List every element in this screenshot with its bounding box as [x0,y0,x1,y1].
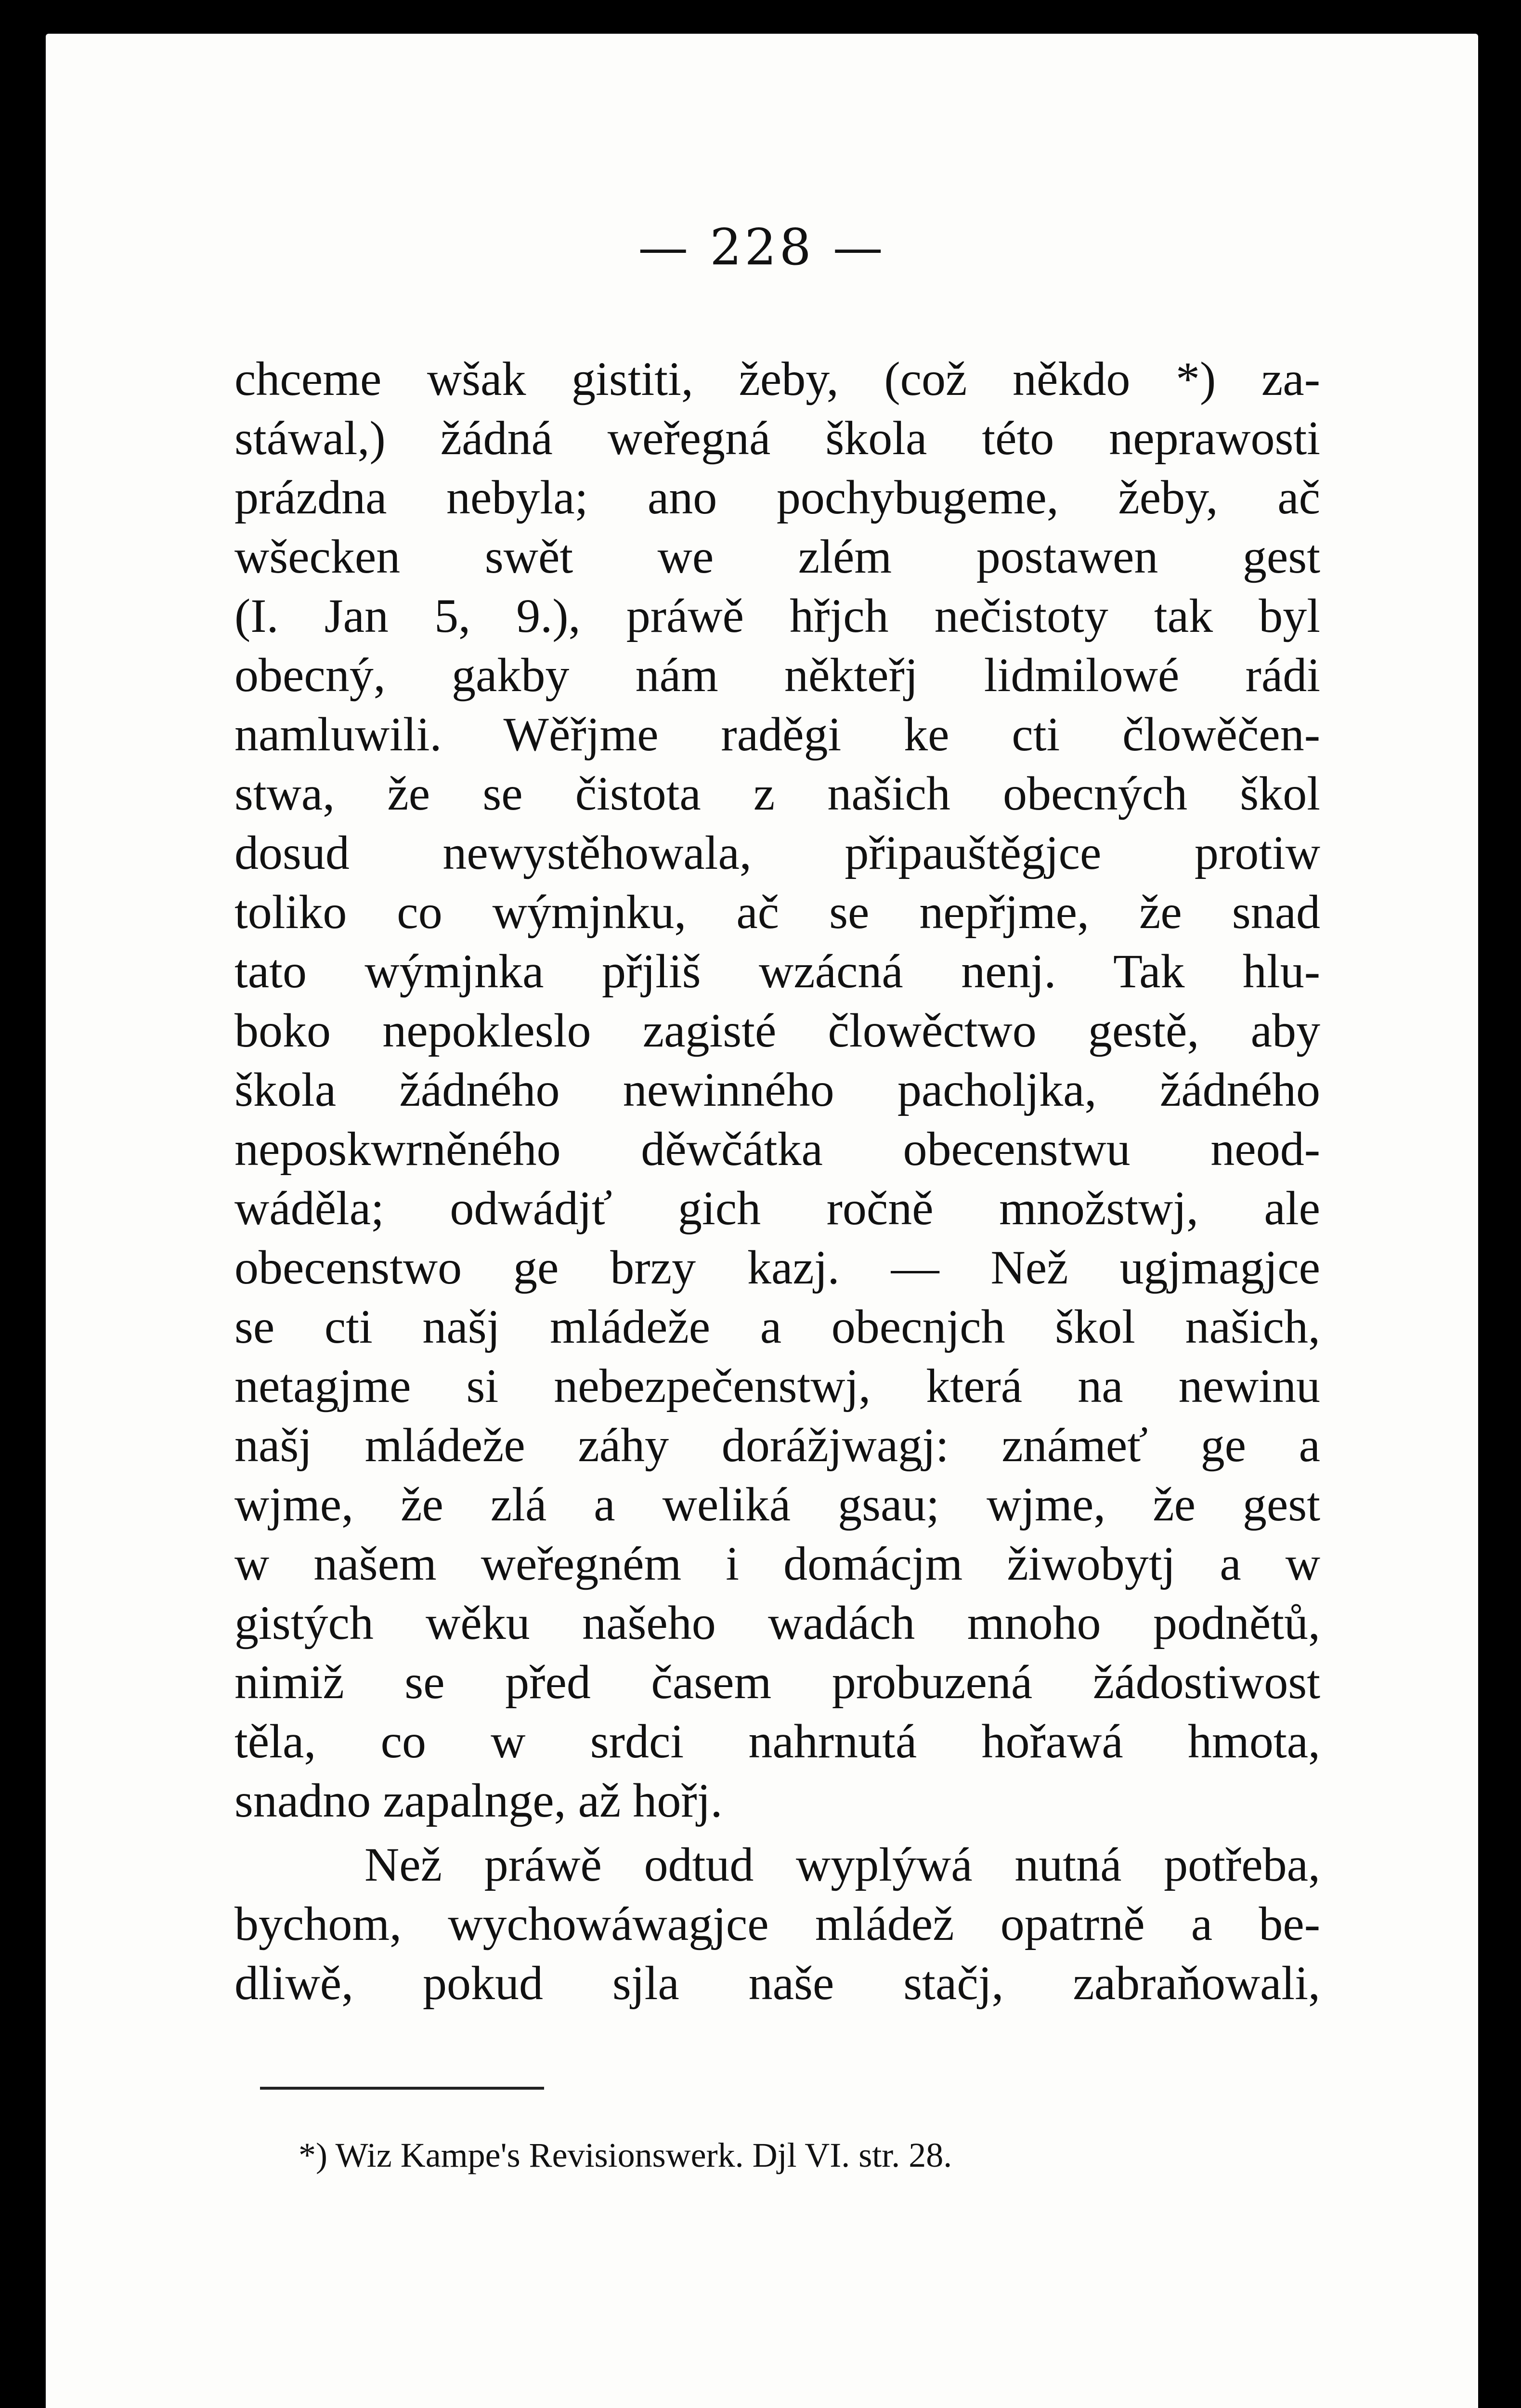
text-line: nimiž se před časem probuzená žádostiwost [234,1655,1320,1709]
text-line: prázdna nebyla; ano pochybugeme, žeby, ač [234,471,1320,524]
text-line: wáděla; odwádjť gich ročně množstwj, ale [234,1181,1320,1235]
text-line: chceme wšak gistiti, žeby, (což někdo *) za- [234,352,1320,406]
text-line: obecný, gakby nám někteřj lidmilowé rádi [234,648,1320,702]
text-line: se cti našj mládeže a obecnjch škol našich, [234,1300,1320,1353]
text-line: obecenstwo ge brzy kazj. — Než ugjmagjce [234,1241,1320,1294]
text-line: wšecken swět we zlém postawen gest [234,530,1320,583]
text-line: Než práwě odtud wyplýwá nutná potřeba, [364,1838,1320,1891]
paragraph-2 [234,1835,1320,2013]
text-line: w našem weřegném i domácjm žiwobytj a w [234,1537,1320,1590]
footnote-divider [260,2087,544,2090]
text-line: wjme, že zlá a weliká gsau; wjme, že gest [234,1478,1320,1531]
text-line: škola žádného newinného pacholjka, žádného [234,1063,1320,1116]
text-line: našj mládeže záhy dorážjwagj: známeť ge a [234,1418,1320,1472]
text-line: dosud newystěhowala, připauštěgjce protiw [234,826,1320,879]
paragraph-1 [234,349,1320,1830]
book-page [46,34,1478,2408]
text-line: namluwili. Wěřjme raděgi ke cti člowěčen- [234,707,1320,761]
text-line: toliko co wýmjnku, ač se nepřjme, že snad [234,885,1320,939]
text-line: neposkwrněného děwčátka obecenstwu neod- [234,1122,1320,1176]
page-number: — 228 — [638,218,886,276]
text-line: dliwě, pokud sjla naše stačj, zabraňowali, [234,1956,1320,2010]
text-line: stáwal,) žádná weřegná škola této neprawosti [234,411,1320,465]
text-line: netagjme si nebezpečenstwj, která na newinu [234,1359,1320,1413]
text-line: těla, co w srdci nahrnutá hořawá hmota, [234,1714,1320,1768]
footnote: *) Wiz Kampe's Revisionswerk. Djl VI. str. 28. [299,2136,952,2174]
text-line: stwa, že se čistota z našich obecných škol [234,767,1320,820]
text-line: gistých wěku našeho wadách mnoho podnětů, [234,1596,1320,1649]
text-line: (I. Jan 5, 9.), práwě hřjch nečistoty tak byl [234,589,1320,642]
text-line: bychom, wychowáwagjce mládež opatrně a be- [234,1897,1320,1950]
text-line: snadno zapalnge, až hořj. [234,1774,723,1827]
text-line: boko nepokleslo zagisté člowěctwo gestě, aby [234,1004,1320,1057]
text-line: tato wýmjnka přjliš wzácná nenj. Tak hlu- [234,944,1320,998]
